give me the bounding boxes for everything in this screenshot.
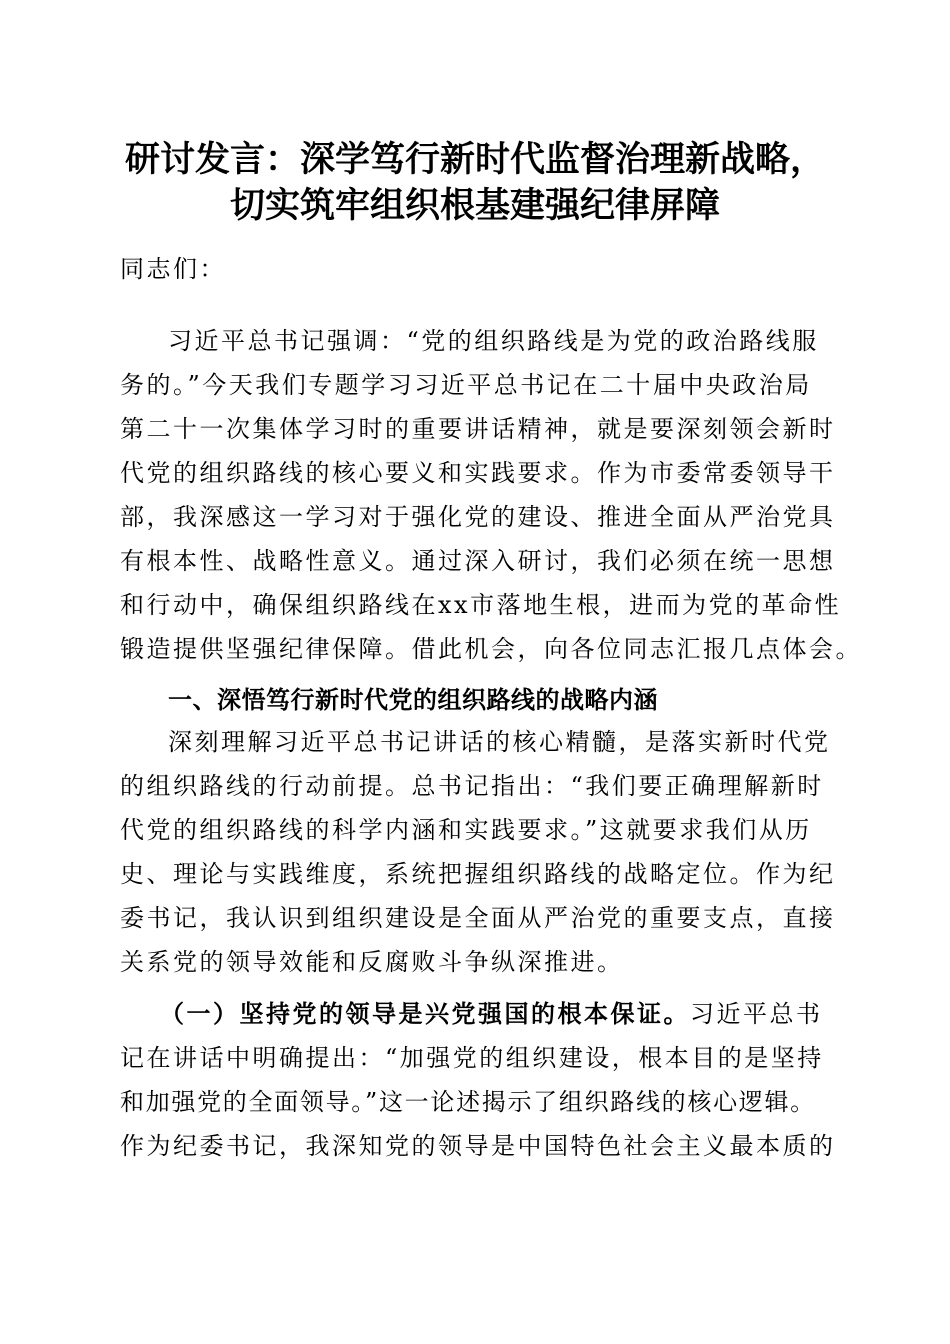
paragraph-line: 作为纪委书记，我深知党的领导是中国特色社会主义最本质的	[120, 1132, 836, 1160]
paragraph-line: 史、理论与实践维度，系统把握组织路线的战略定位。作为纪	[120, 860, 836, 888]
paragraph-line: 习近平总书记强调：“党的组织路线是为党的政治路线服	[168, 327, 819, 355]
paragraph-line: 委书记，我认识到组织建设是全面从严治党的重要支点，直接	[120, 904, 836, 932]
paragraph-line: 第二十一次集体学习时的重要讲话精神，就是要深刻领会新时	[120, 415, 836, 443]
document-title-line-2: 切实筑牢组织根基建强纪律屏障	[229, 185, 720, 226]
paragraph-line: 代党的组织路线的科学内涵和实践要求。”这就要求我们从历	[120, 816, 812, 844]
paragraph-line: 代党的组织路线的核心要义和实践要求。作为市委常委领导干	[120, 459, 836, 487]
paragraph-line: 务的。”今天我们专题学习习近平总书记在二十届中央政治局	[120, 371, 812, 399]
salutation: 同志们：	[120, 255, 226, 283]
subsection-text: 习近平总书	[690, 1000, 823, 1028]
paragraph-line: 关系党的领导效能和反腐败斗争纵深推进。	[120, 948, 624, 976]
section-heading: 一、深悟笃行新时代党的组织路线的战略内涵	[168, 686, 658, 714]
paragraph-line: 记在讲话中明确提出：“加强党的组织建设，根本目的是坚持	[120, 1044, 824, 1072]
document-title-line-1: 研讨发言：深学笃行新时代监督治理新战略，	[124, 139, 825, 180]
subsection-heading: （一）坚持党的领导是兴党强国的根本保证。	[160, 999, 690, 1028]
paragraph-line: 有根本性、战略性意义。通过深入研讨，我们必须在统一思想	[120, 547, 836, 575]
subsection-line	[160, 992, 823, 1036]
paragraph-line: 和行动中，确保组织路线在xx市落地生根，进而为党的革命性	[120, 591, 842, 619]
paragraph-line: 锻造提供坚强纪律保障。借此机会，向各位同志汇报几点体会。	[120, 635, 862, 663]
paragraph-line: 的组织路线的行动前提。总书记指出：“我们要正确理解新时	[120, 772, 824, 800]
paragraph-line: 和加强党的全面领导。”这一论述揭示了组织路线的核心逻辑。	[120, 1088, 816, 1116]
paragraph-line: 部，我深感这一学习对于强化党的建设、推进全面从严治党具	[120, 503, 836, 531]
paragraph-line: 深刻理解习近平总书记讲话的核心精髓，是落实新时代党	[168, 728, 831, 756]
